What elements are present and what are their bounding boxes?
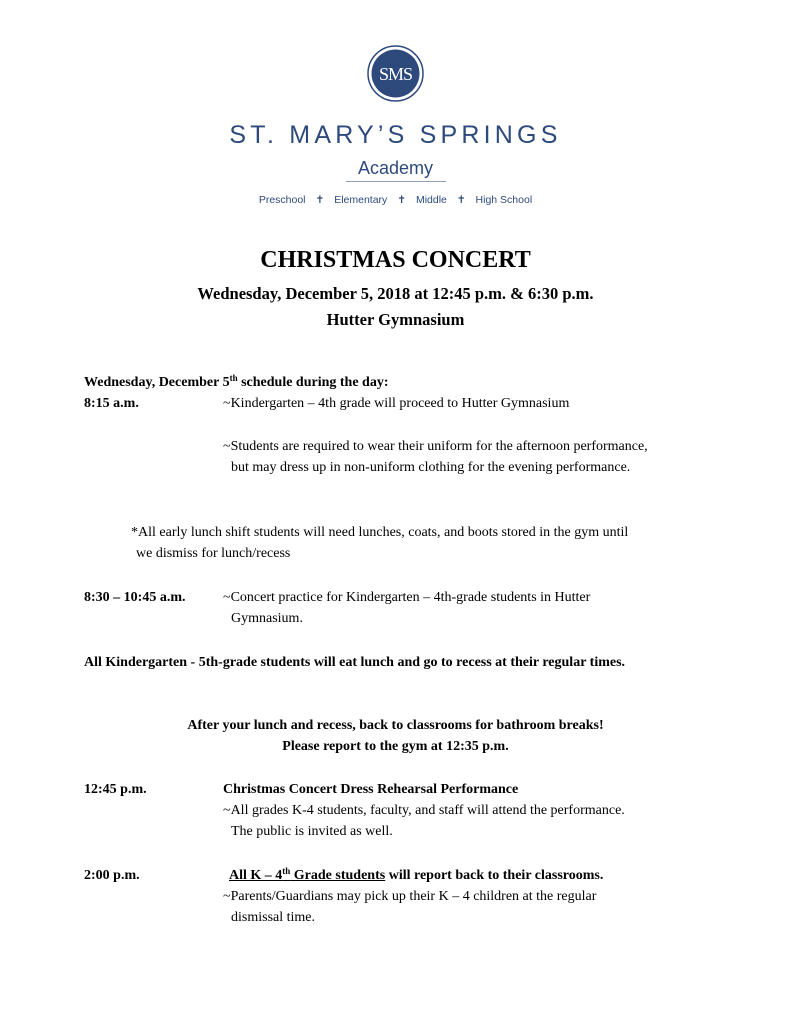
t830-line2: Gymnasium.: [231, 611, 303, 626]
school-name: ST. MARY’S SPRINGS: [229, 121, 562, 149]
t815-line2: ~Students are required to wear their uniform for the afternoon performance,: [223, 439, 648, 454]
time-1245: 12:45 p.m.: [84, 782, 147, 797]
t815-line1: ~Kindergarten – 4th grade will proceed to Hutter Gymnasium: [223, 396, 570, 411]
schedule-heading: Wednesday, December 5th schedule during the day:: [84, 373, 389, 390]
cross-icon: ✝: [456, 194, 466, 206]
cross-icon: ✝: [397, 194, 407, 206]
t815-line3: but may dress up in non-uniform clothing for the evening performance.: [231, 460, 631, 475]
page-title: CHRISTMAS CONCERT: [260, 247, 531, 273]
lunch-schedule-note: All Kindergarten - 5th-grade students will eat lunch and go to recess at their regular times.: [84, 655, 626, 670]
school-subname: Academy: [357, 158, 434, 178]
level-elementary: Elementary: [334, 194, 388, 206]
event-date: Wednesday, December 5, 2018 at 12:45 p.m. & 6:30 p.m.: [197, 284, 594, 303]
logo-monogram-text: SMS: [378, 64, 413, 84]
report-time-note: Please report to the gym at 12:35 p.m.: [282, 739, 509, 754]
time-830: 8:30 – 10:45 a.m.: [84, 590, 186, 605]
t1245-line1: ~All grades K-4 students, faculty, and staff will attend the performance.: [223, 803, 625, 818]
t200-line1: ~Parents/Guardians may pick up their K – 4 children at the regular: [223, 889, 597, 904]
lunch-note-line1: *All early lunch shift students will need lunches, coats, and boots stored in the gym until: [131, 525, 629, 540]
level-preschool: Preschool: [258, 194, 306, 206]
school-logo-monogram: [367, 45, 424, 102]
time-815: 8:15 a.m.: [84, 396, 139, 411]
t1245-title: Christmas Concert Dress Rehearsal Performance: [223, 782, 519, 797]
level-middle: Middle: [415, 194, 447, 206]
lunch-note-line2: we dismiss for lunch/recess: [136, 546, 291, 561]
t830-line1: ~Concert practice for Kindergarten – 4th-grade students in Hutter: [223, 590, 591, 605]
t200-title: All K – 4th Grade students will report back to their classrooms.: [229, 866, 604, 883]
cross-icon: ✝: [315, 194, 325, 206]
event-location: Hutter Gymnasium: [326, 310, 465, 329]
after-lunch-note: After your lunch and recess, back to classrooms for bathroom breaks!: [187, 718, 604, 733]
t200-line2: dismissal time.: [231, 910, 315, 925]
time-200: 2:00 p.m.: [84, 868, 140, 883]
logo-divider: [346, 181, 446, 182]
t1245-line2: The public is invited as well.: [231, 824, 393, 839]
school-levels: [0, 194, 791, 206]
level-high-school: High School: [475, 194, 533, 206]
